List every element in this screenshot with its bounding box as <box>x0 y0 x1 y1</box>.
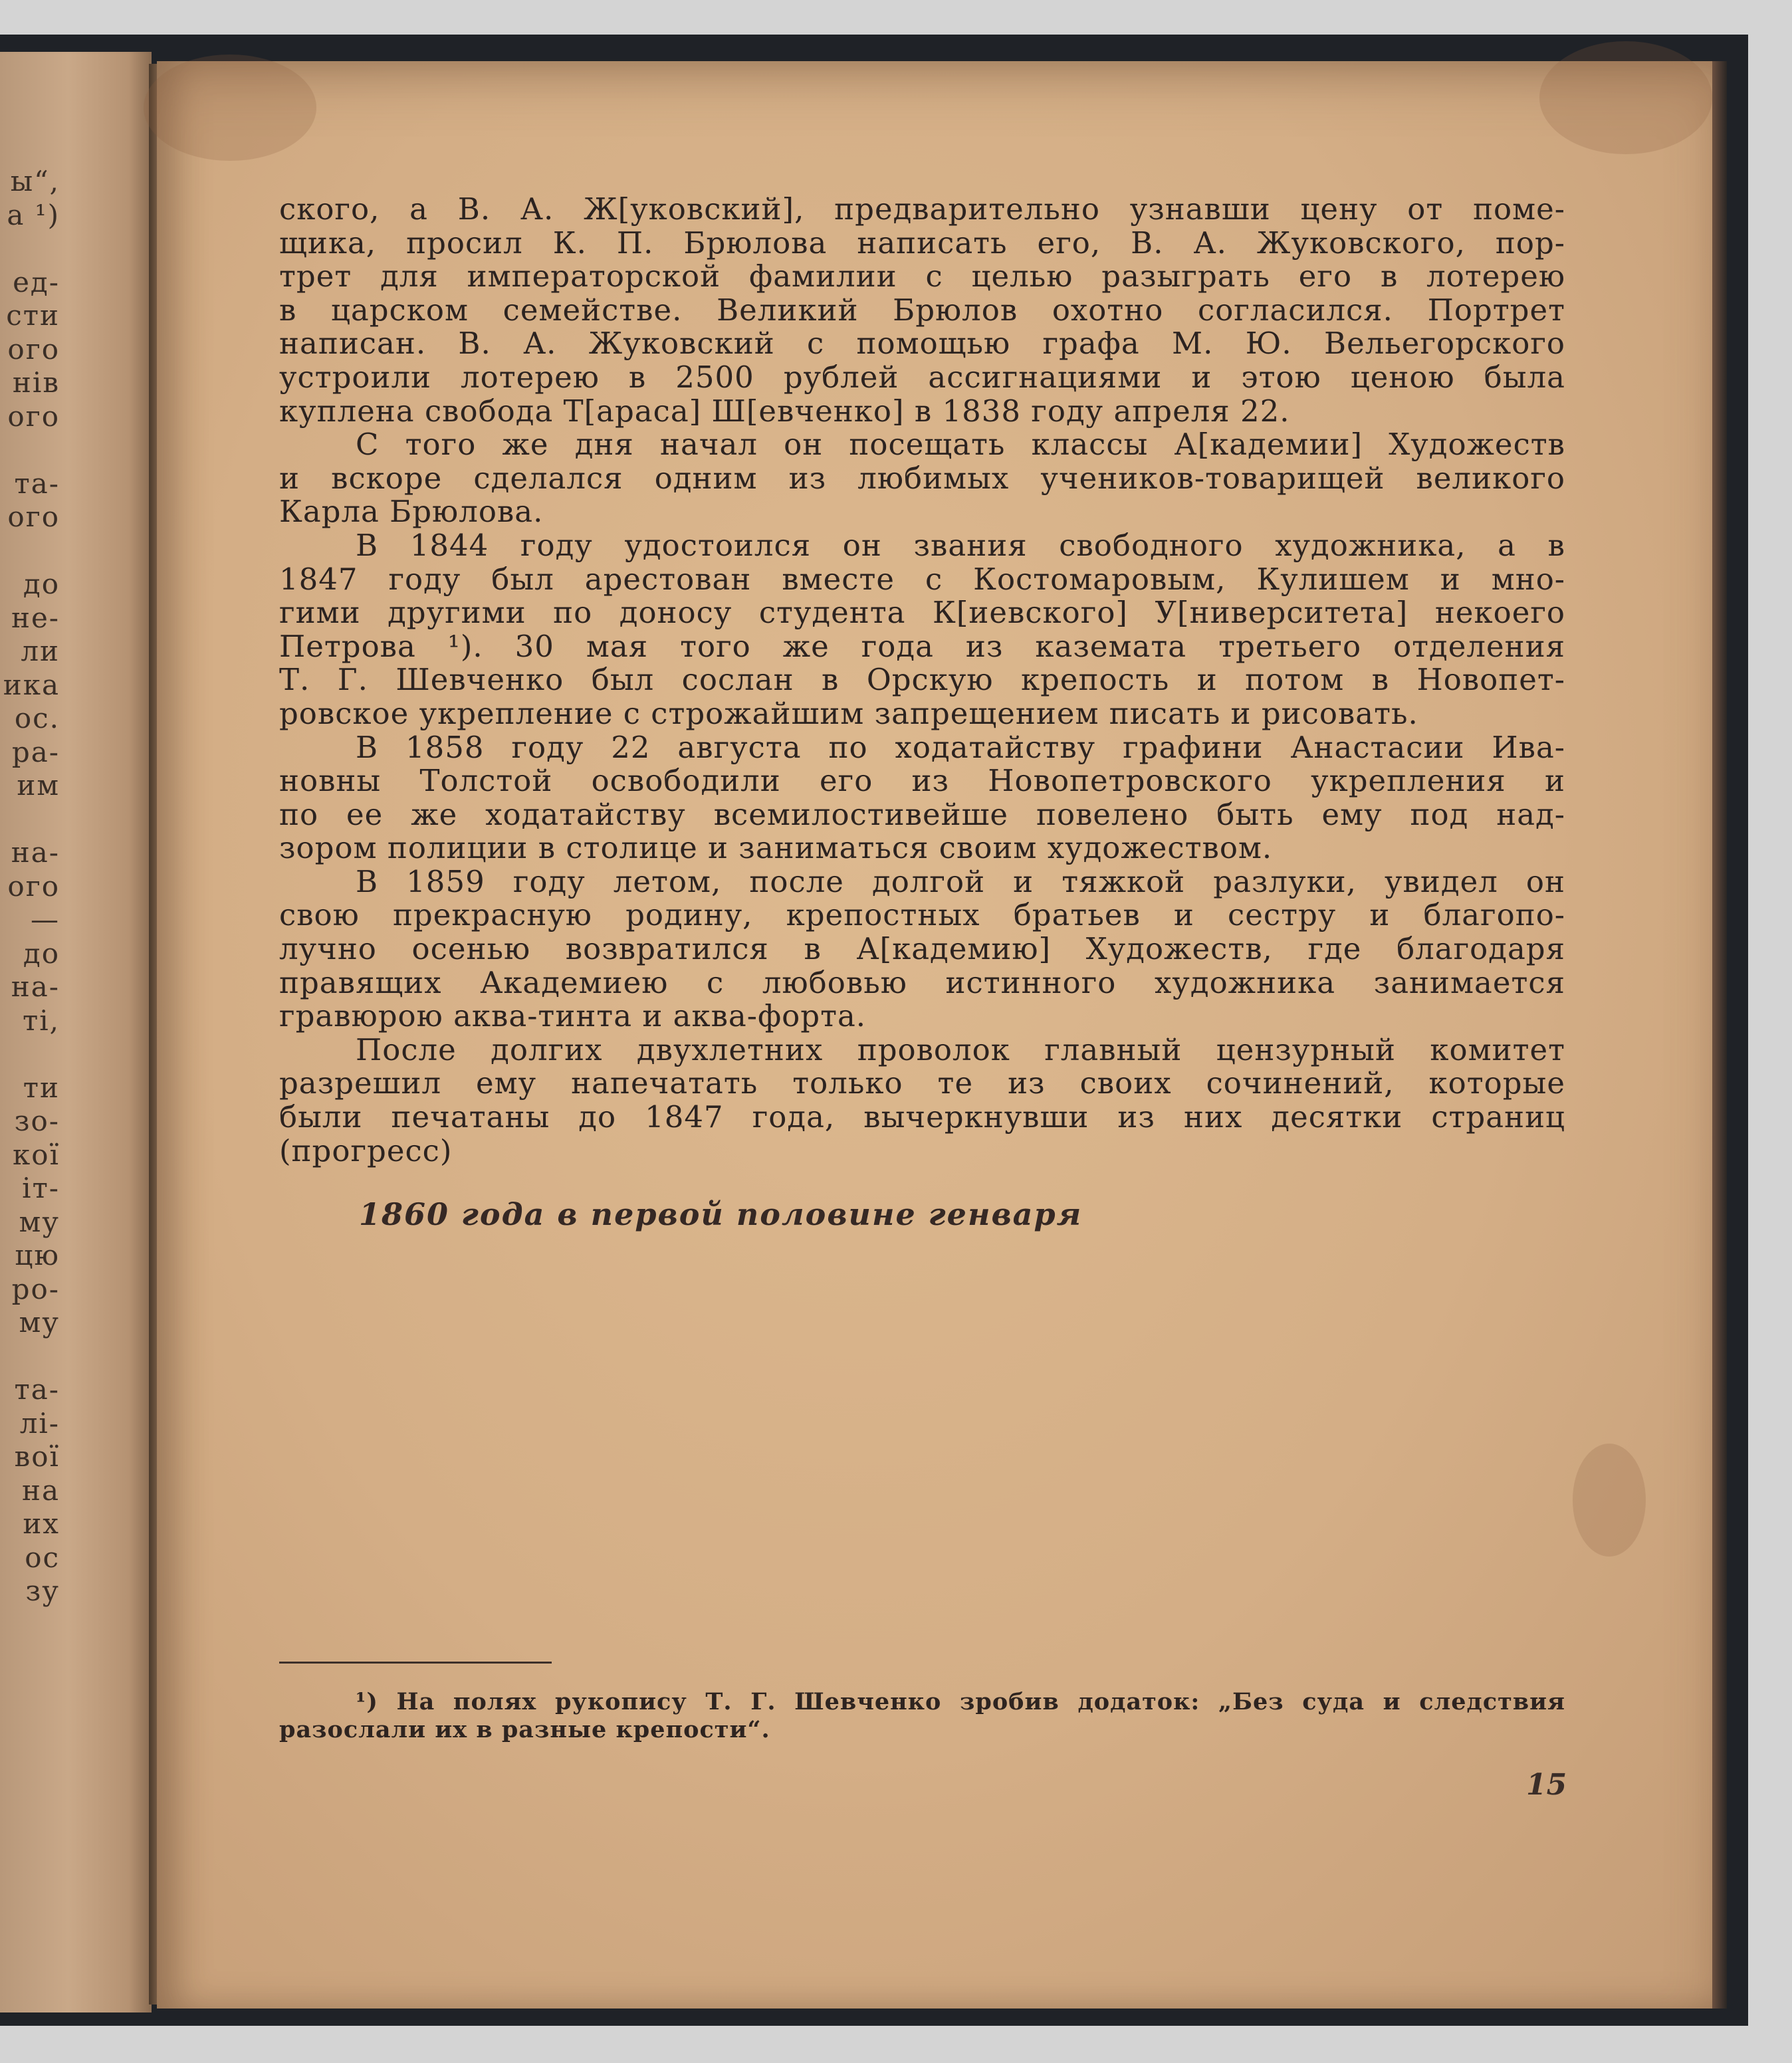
left-page-fragment: му <box>19 1306 60 1339</box>
text-line: Т. Г. Шевченко был сослан в Орскую крепость и потом в Новопет- <box>279 662 1565 698</box>
left-page-fragment: ого <box>7 500 60 533</box>
left-page-fragment: ика <box>3 668 60 701</box>
text-line: После долгих двухлетних проволок главный цензурный комитет <box>356 1032 1565 1067</box>
text-line: С того же дня начал он посещать классы А[кадемии] Художеств <box>356 427 1565 463</box>
left-page-fragment: до <box>23 936 60 970</box>
text-line: гими другими по доносу студента К[иевского] У[ниверситета] некоего <box>279 595 1565 631</box>
left-page-fragment: ли <box>21 635 60 667</box>
text-line: устроили лотерею в 2500 рублей ассигнациями и этою ценою была <box>279 359 1565 395</box>
left-page-fragment: зо- <box>14 1105 60 1137</box>
text-line: разрешил ему напечатать только те из своих сочинений, которые <box>279 1065 1565 1101</box>
left-page-fragment: ра- <box>11 735 60 768</box>
left-page-fragment: — <box>31 903 60 936</box>
paper-stain <box>144 54 316 161</box>
left-page-fragment: зу <box>25 1574 60 1607</box>
text-line: ровское укрепление с строжайшим запрещением писать и рисовать. <box>279 695 1418 731</box>
footnote-divider <box>279 1662 552 1664</box>
left-page-fragment: ого <box>7 332 60 366</box>
left-page-fragment: их <box>23 1507 60 1540</box>
left-page-fragment: ро- <box>11 1272 60 1305</box>
left-page-fragment: на- <box>11 836 60 869</box>
text-line: новны Толстой освободили его из Новопетровского укрепления и <box>279 763 1565 799</box>
text-line: правящих Академиею с любовью истинного художника занимается <box>279 964 1565 1000</box>
text-line: написан. В. А. Жуковский с помощью графа М. Ю. Вельегорского <box>279 326 1565 362</box>
left-page-fragment <box>0 534 60 568</box>
left-page-fragment: а ¹) <box>7 198 60 231</box>
text-line: щика, просил К. П. Брюлова написать его, В. А. Жуковского, пор- <box>279 225 1565 261</box>
left-page-fragment <box>0 433 60 467</box>
left-page-fragment: цю <box>15 1239 60 1271</box>
left-page-fragment: нів <box>12 366 60 399</box>
text-line: 1847 году был арестован вместе с Костомаровым, Кулишем и мно- <box>279 561 1565 597</box>
left-page-fragment: ос. <box>14 702 60 734</box>
text-line: Карла Брюлова. <box>279 494 544 530</box>
text-line: В 1844 году удостоился он звания свободного художника, а в <box>356 527 1565 563</box>
text-line: трет для императорской фамилии с целью разыграть его в лотерею <box>279 259 1565 294</box>
left-page <box>0 52 152 2012</box>
left-page-fragment: ос <box>25 1541 60 1574</box>
left-page-fragment: вої <box>14 1440 60 1473</box>
left-page-fragment: ого <box>7 399 60 433</box>
text-line: ского, а В. А. Ж[уковский], предварительно узнавши цену от поме- <box>279 191 1565 227</box>
left-page-fragment: до <box>23 568 60 600</box>
text-line: по ее же ходатайству всемилостивейше повелено быть ему под над- <box>279 796 1565 832</box>
left-page-fragment: на- <box>11 970 60 1003</box>
left-page-fragment <box>0 232 60 266</box>
text-line: (прогресс) <box>279 1133 453 1168</box>
left-page-fragment: ті, <box>22 1004 60 1037</box>
left-page-fragment: ого <box>7 869 60 903</box>
text-line: и вскоре сделался одним из любимых учеников-товарищей великого <box>279 460 1565 496</box>
left-page-fragment: сти <box>6 299 60 332</box>
left-page-fragment: ти <box>23 1071 60 1104</box>
text-line: куплена свобода Т[араса] Ш[евченко] в 1838 году апреля 22. <box>279 393 1290 429</box>
text-line: были печатаны до 1847 года, вычеркнувши из них десятки страниц <box>279 1099 1565 1135</box>
page-number: 15 <box>1526 1768 1567 1802</box>
date-line: 1860 года в первой половине генваря <box>359 1196 1083 1232</box>
text-line: В 1858 году 22 августа по ходатайству графини Анастасии Ива- <box>356 729 1565 765</box>
left-page-fragment <box>0 803 60 837</box>
paper-stain <box>1539 41 1712 154</box>
text-line: зором полиции в столице и заниматься своим художеством. <box>279 830 1273 866</box>
left-page-fragment: на <box>21 1473 60 1507</box>
left-page-fragment: іт- <box>22 1172 60 1204</box>
left-page-fragment: ы“, <box>10 165 60 197</box>
left-page-fragment <box>0 1340 60 1374</box>
left-page-fragment: та- <box>14 467 60 500</box>
left-page-fragment: не- <box>11 601 60 634</box>
text-line: свою прекрасную родину, крепостных братьев и сестру и благопо- <box>279 897 1565 933</box>
left-page-fragment: кої <box>13 1138 60 1171</box>
text-line: лучно осенью возвратился в А[кадемию] Художеств, где благодаря <box>279 931 1565 967</box>
left-page-fragment: му <box>19 1205 60 1238</box>
footnote: ¹) На полях рукопису Т. Г. Шевченко зробив додаток: „Без суда и следствия разослали их в разные крепости“. <box>279 1688 1565 1743</box>
text-line: гравюрою аква-тинта и аква-форта. <box>279 998 867 1034</box>
left-page-text-fragments <box>0 165 60 1608</box>
left-page-fragment: ед- <box>13 265 60 298</box>
left-page-fragment: та- <box>14 1373 60 1406</box>
left-page-fragment <box>0 1037 60 1071</box>
left-page-fragment: лі- <box>19 1406 60 1440</box>
paper-stain <box>1573 1444 1646 1557</box>
text-line: В 1859 году летом, после долгой и тяжкой разлуки, увидел он <box>356 863 1565 899</box>
left-page-fragment: им <box>17 769 60 802</box>
text-line: Петрова ¹). 30 мая того же года из каземата третьего отделения <box>279 628 1565 664</box>
text-line: в царском семействе. Великий Брюлов охотно согласился. Портрет <box>279 292 1565 328</box>
page-edge <box>1712 61 1727 2009</box>
main-text <box>279 193 1565 1168</box>
